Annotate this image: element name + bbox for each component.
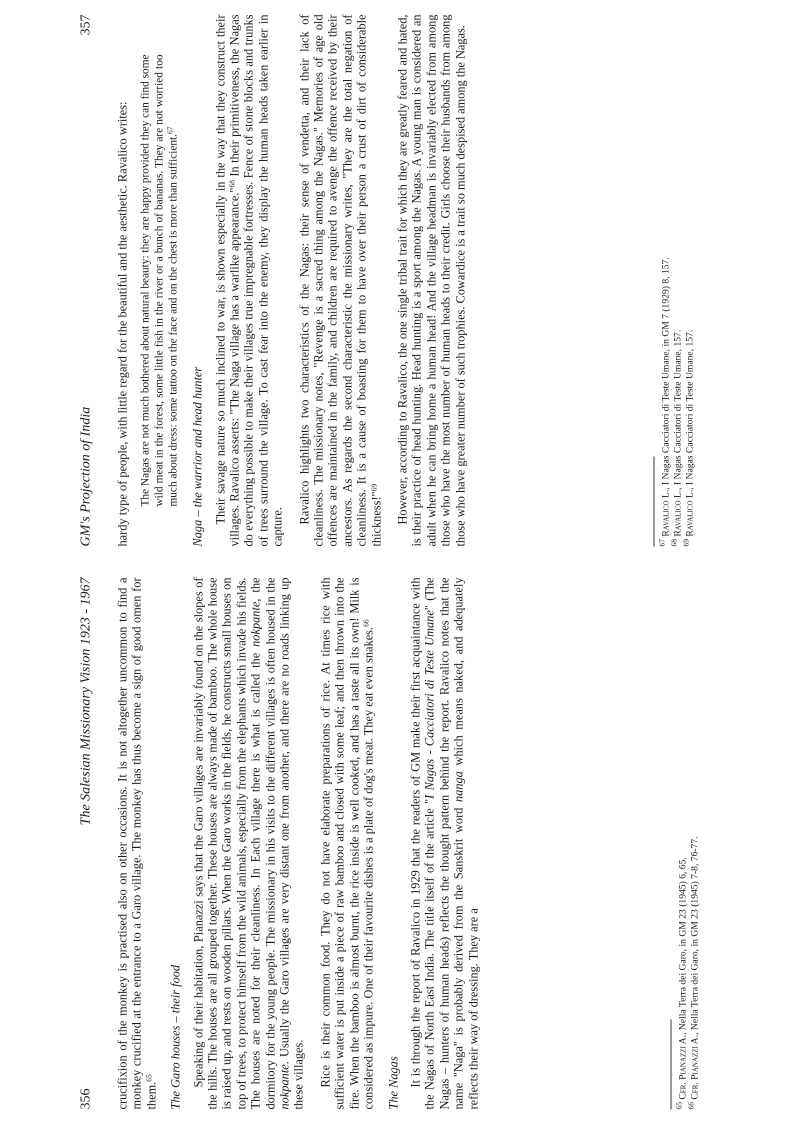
- footnote-ref-66[interactable]: 66: [361, 618, 371, 627]
- footnote-68: $^{68}$ Ravalico L., I Nagas Cacciatori di Teste Umane, 157.: [668, 329, 683, 546]
- right-paragraph-3: Ravalico highlights two characteristics of the Nagas: their sense of vendetta, and their lack of cleanliness. The missionary notes, "Revenge is a sacred thing among the Nagas." Memories of age old offences are maintained in the family, and children are required to avenge the offence received by their ancestors. As regards the second characteristic the missionary writes, "They are the total negation of cleanliness. It is a cause of boasting for them to have over their person a crust of dirt of considerable thickness!"$^{69}$: [296, 14, 383, 546]
- footnote-ref-68[interactable]: 68: [227, 179, 236, 188]
- section-heading-garo-houses: The Garo houses – their food: [168, 964, 183, 1109]
- footnote-ref-69[interactable]: 69: [368, 483, 378, 491]
- running-title-left: The Salesian Missionary Vision 1923 - 1967: [78, 577, 93, 825]
- footnote-ref-67[interactable]: 67: [164, 126, 174, 134]
- footnote-66: $^{66}$ Cfr. Pianazzi A., Nella Terra dei Garo, in GM 23 (1945) 7-8, 76-77.: [685, 835, 700, 1109]
- left-paragraph-4: It is through the report of Ravalico in 1929 that the readers of GM make their first acquaintance with the Nagas of North East India. The title itself of the article "I Nagas - Cacciatori di Teste Umane" (The Nagas – hunters of human heads) reflects the thought pattern behind the report. Ravalico notes that the name "Naga" is probably derived from the Sanskrit word nanga which means naked, and adequately reflects their way of dressing. They are a: [407, 576, 480, 1109]
- running-title-right: GM's Projection of India: [78, 406, 93, 546]
- left-paragraph-3: Rice is their common food. They do not have elaborate preparations of rice. At times rice with sufficient water is put inside a piece of raw bamboo and closed with some leaf; and then thrown into the fire. When the bamboo is almost burnt, the rice inside is well cooked, and has a taste all its own! Milk is considered as impure. One of their favourite dishes is a plate of dog's meat. They eat even snakes.$^{66}$: [317, 577, 376, 1109]
- right-page: [26, 14, 767, 546]
- right-paragraph-1: hardy type of people, with little regard for the beautiful and the aesthetic. Ravalico writes:: [115, 101, 129, 546]
- section-heading-nagas: The Nagas: [385, 1055, 400, 1109]
- left-running-head: [78, 577, 100, 1109]
- footnotes-right: [657, 14, 695, 546]
- left-paragraph-2: Speaking of their habitation, Pianazzi says that the Garo villages are invariably found on the slopes of the hills. The houses are all grouped together. These houses are always made of bamboo. The whole house is raised up, and rests on wooden pillars. When the Garo works in the fields, he constructs small houses on top of trees, to protect himself from the wild animals, especially from the elephants which invade his fields. The houses are noted for their cleanliness. In Each village there is what is called the nokpante, the dormitory for the young people. The missionary in his visits to the different villages is often housed in the nokpante. Usually the Garo villages are very distant one from another, and there are no roads linking up these villages.: [190, 577, 306, 1109]
- left-paragraph-1: crucifixion of the monkey is practised also on other occasions. It is not altogether uncommon to find a monkey crucified at the entrance to a Garo village. The monkey has thus become a sign of good omen for them.$^{65}$: [115, 577, 158, 1109]
- right-paragraph-4: However, according to Ravalico, the one single tribal trait for which they are greatly feared and hated, is their practice of head hunting. Head hunting is a sport among the Nagas. A young man is considered an adult when he can bring home a human head! And the village headman is invariably elected from among those who have the most number of human heads to their credit. Girls choose their husbands from among those who have greater number of such trophies. Cowardice is a trait so much despised among the Nagas.: [395, 14, 467, 546]
- right-page-body: [115, 14, 467, 546]
- rotated-book-spread: [26, 14, 767, 1109]
- footnote-rule-left: [670, 1019, 671, 1109]
- page-number-right: 357: [78, 14, 93, 35]
- right-paragraph-2: Their savage nature so much inclined to war, is shown especially in the way that they construct their villages. Ravalico asserts: "The Naga village has a warlike appearance."$^{68}$ In their primitiveness, the Nagas do everything possible to make their villages true impregnable fortresses. Fence of stone blocks and trunks of trees surround the village. To cast fear into the enemy, they display the human heads taken earlier in capture.: [212, 13, 285, 546]
- left-page: [26, 577, 767, 1109]
- footnotes-left: [674, 577, 701, 1109]
- left-page-body: [115, 577, 480, 1109]
- footnote-rule-right: [653, 456, 654, 546]
- right-running-head: [78, 14, 100, 546]
- footnote-69: $^{69}$ Ravalico L., I Nagas Cacciatori di Teste Umane, 157.: [680, 329, 695, 546]
- footnote-ref-65[interactable]: 65: [143, 1073, 153, 1082]
- page-number-left: 356: [78, 1088, 93, 1109]
- footnote-65: $^{65}$ Cfr. Pianazzi A., Nella Terra dei Garo, in GM 23 (1945) 6, 65.: [674, 856, 688, 1109]
- section-heading-naga-warrior: Naga – the warrior and head hunter: [190, 366, 205, 546]
- footnote-67: $^{67}$ Ravalico L., I Nagas Cacciatori di Teste Umane, in GM 7 (1929) 8, 157.: [657, 256, 671, 546]
- block-quote: The Nagas are not much bothered about natural beauty: they are happy provided they can find some wild meat in the forest, some little fish in the river or a bunch of bananas. They are not worried too much about dress: some tattoo on the face and on the chest is more than sufficient.$^{67}$: [139, 54, 179, 506]
